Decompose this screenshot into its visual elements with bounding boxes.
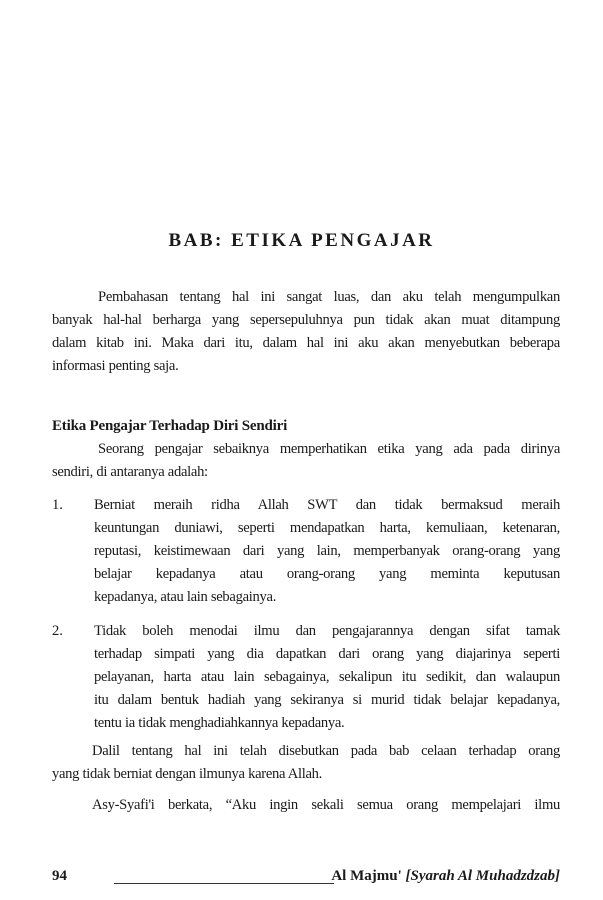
text-line: pelayanan, harta atau lain sebagainya, sekalipun itu sedikit, dan walaupun: [94, 669, 560, 685]
text-line: Dalil tentang hal ini telah disebutkan pada bab celaan terhadap orang: [92, 743, 560, 759]
text-line: banyak hal-hal berharga yang sepersepuluhnya pun tidak akan muat ditampung: [52, 312, 560, 328]
list-number: 1.: [52, 497, 63, 513]
section-heading: Etika Pengajar Terhadap Diri Sendiri: [52, 418, 288, 434]
text-line: Berniat meraih ridha Allah SWT dan tidak bermaksud meraih: [94, 497, 560, 513]
text-line: sendiri, di antaranya adalah:: [52, 464, 208, 480]
text-line: belajar kepadanya atau orang-orang yang meminta keputusan: [94, 566, 560, 582]
intro-paragraph: [52, 286, 560, 378]
text-line: informasi penting saja.: [52, 358, 179, 374]
text-line: kepadanya, atau lain sebagainya.: [94, 589, 277, 605]
list-item: [94, 494, 560, 609]
text-line: dalam kitab ini. Maka dari itu, dalam hal ini aku akan menyebutkan beberapa: [52, 335, 560, 351]
text-line: Tidak boleh menodai ilmu dan pengajarannya dengan sifat tamak: [94, 623, 560, 639]
text-line: Pembahasan tentang hal ini sangat luas, dan aku telah mengumpulkan: [98, 289, 560, 305]
text-line: keuntungan duniawi, seperti mendapatkan harta, kemuliaan, ketenaran,: [94, 520, 560, 536]
text-line: itu dalam bentuk hadiah yang sekiranya si murid tidak belajar kepadanya,: [94, 692, 560, 708]
list-item: [94, 620, 560, 735]
text-line: Seorang pengajar sebaiknya memperhatikan etika yang ada pada dirinya: [98, 441, 560, 457]
quote-paragraph: [52, 794, 560, 817]
text-line: reputasi, keistimewaan dari yang lain, memperbanyak orang-orang yang: [94, 543, 560, 559]
page-number: 94: [52, 868, 67, 884]
book-subtitle: [Syarah Al Muhadzdzab]: [405, 868, 560, 884]
text-line: terhadap simpati yang dia dapatkan dari orang yang diajarinya seperti: [94, 646, 560, 662]
chapter-title: BAB: ETIKA PENGAJAR: [168, 230, 435, 251]
text-line: tentu ia tidak menghadiahkannya kepadanya.: [94, 715, 345, 731]
dalil-paragraph: [52, 740, 560, 786]
list-number: 2.: [52, 623, 63, 639]
book-title: [331, 868, 560, 885]
book-title-main: Al Majmu': [331, 868, 402, 884]
section: [52, 415, 560, 484]
page-footer: [52, 868, 560, 892]
footer-rule: [114, 883, 334, 884]
text-line: Asy-Syafi'i berkata, “Aku ingin sekali semua orang mempelajari ilmu: [92, 797, 560, 813]
text-line: yang tidak berniat dengan ilmunya karena Allah.: [52, 766, 322, 782]
